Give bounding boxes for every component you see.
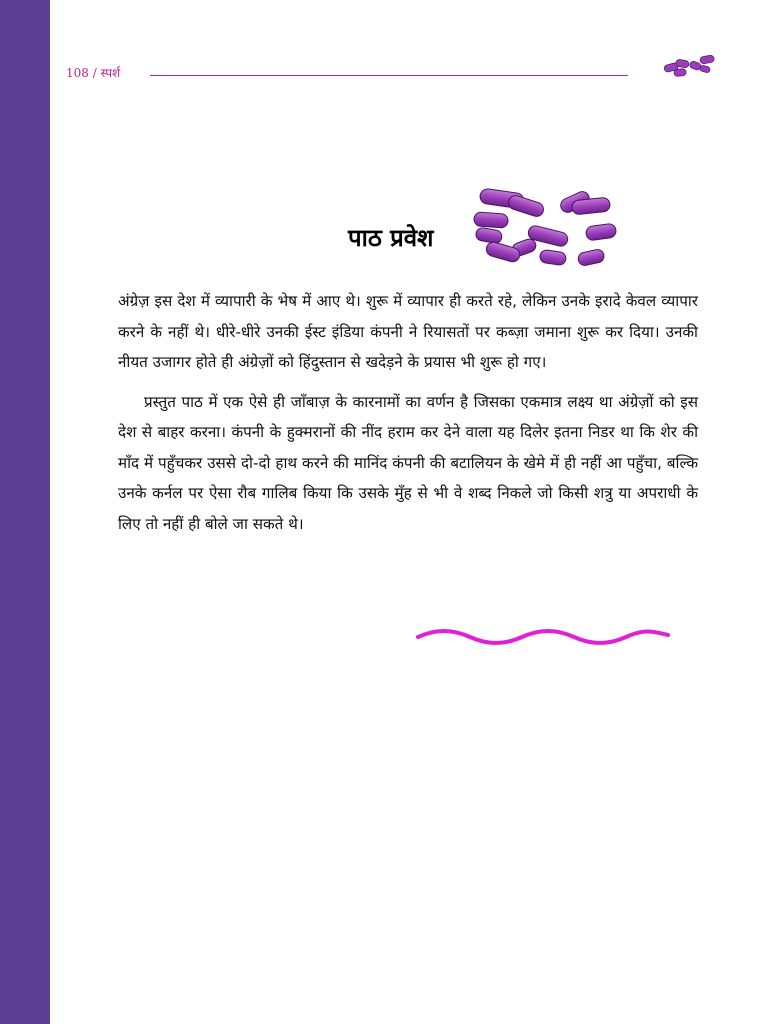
section-title: पाठ प्रवेश [348, 224, 434, 252]
side-color-band [0, 0, 50, 1024]
closing-wave-ornament [416, 627, 670, 651]
header-ornament-icon [660, 52, 720, 86]
title-ornament-icon [468, 185, 638, 281]
body-text [118, 286, 698, 548]
header-rule [150, 75, 628, 76]
paragraph: प्रस्तुत पाठ में एक ऐसे ही जाँबाज़ के कारनामों का वर्णन है जिसका एकमात्र लक्ष्य था अंग्रेज़ों को इस देश से बाहर करना। कंपनी के हुक्मरानों की नींद हराम कर देने वाला यह दिलेर इतना निडर था कि शेर की माँद में पहुँचकर उससे दो-दो हाथ करने की मानिंद कंपनी की बटालियन के खेमे में ही नहीं आ पहुँचा, बल्कि उनके कर्नल पर ऐसा रौब गालिब किया कि उसके मुँह से भी वे शब्द निकले जो किसी शत्रु या अपराधी के लिए तो नहीं ही बोले जा सकते थे। [118, 392, 698, 533]
paragraph: अंग्रेज़ इस देश में व्यापारी के भेष में आए थे। शुरू में व्यापार ही करते रहे, लेकिन उनके इरादे केवल व्यापार करने के नहीं थे। धीरे-धीरे उनकी ईस्ट इंडिया कंपनी ने रियासतों पर कब्ज़ा जमाना शुरू कर दिया। उनकी नीयत उजागर होते ही अंग्रेज़ों को हिंदुस्तान से खदेड़ने के प्रयास भी शुरू हो गए। [118, 292, 698, 371]
page-number: 108 / स्पर्श [66, 66, 121, 80]
section-title-block [300, 185, 640, 275]
